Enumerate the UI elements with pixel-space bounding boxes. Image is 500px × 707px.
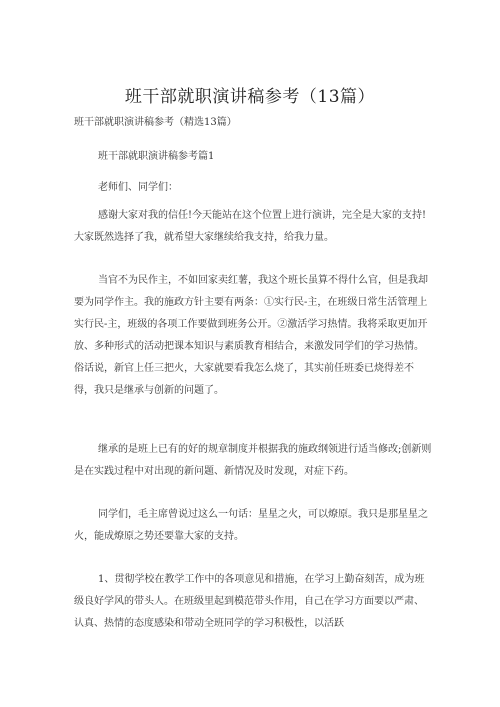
- greeting-line: 老师们、同学们：: [98, 182, 178, 193]
- paragraph: 当官不为民作主，不如回家卖红薯，我这个班长虽算不得什么官，但是我却要为同学作主。我的施政方针主要有两条：①实行民-主，在班级日常生活管理上实行民-主，班级的各项工作要做到班务公开。②激活学习热情。我将采取更加开放、多种形式的活动把课本知识与素质教育相结合，来激发同学们的学习热情。俗话说，新官上任三把火，大家就要看我怎么烧了，其实前任班委已烧得差不得，我只是继承与创新的问题了。: [74, 275, 428, 396]
- paragraph: 继承的是班上已有的好的规章制度并根据我的施政纲领进行适当修改;创新则是在实践过程中对出现的新问题、新情况及时发现，对症下药。: [74, 444, 432, 477]
- section-heading: 班干部就职演讲稿参考篇1: [98, 151, 215, 162]
- paragraph: 感谢大家对我的信任!今天能站在这个位置上进行演讲，完全是大家的支持!大家既然选择了我，就希望大家继续给我支持，给我力量。: [74, 210, 427, 243]
- paragraph: 1、贯彻学校在教学工作中的各项意见和措施，在学习上勤奋刻苦，成为班级良好学风的带头人。在班级里起到模范带头作用，自己在学习方面要以严肃、认真、热情的态度感染和带动全班同学的学习积极性，以活跃: [74, 574, 425, 629]
- document-title: 班干部就职演讲稿参考（13篇）: [124, 87, 376, 107]
- document-subtitle: 班干部就职演讲稿参考（精选13篇）: [74, 117, 237, 128]
- paragraph: 同学们，毛主席曾说过这么一句话：星星之火，可以燎原。我只是那星星之火，能成燎原之势还要靠大家的支持。: [74, 509, 428, 542]
